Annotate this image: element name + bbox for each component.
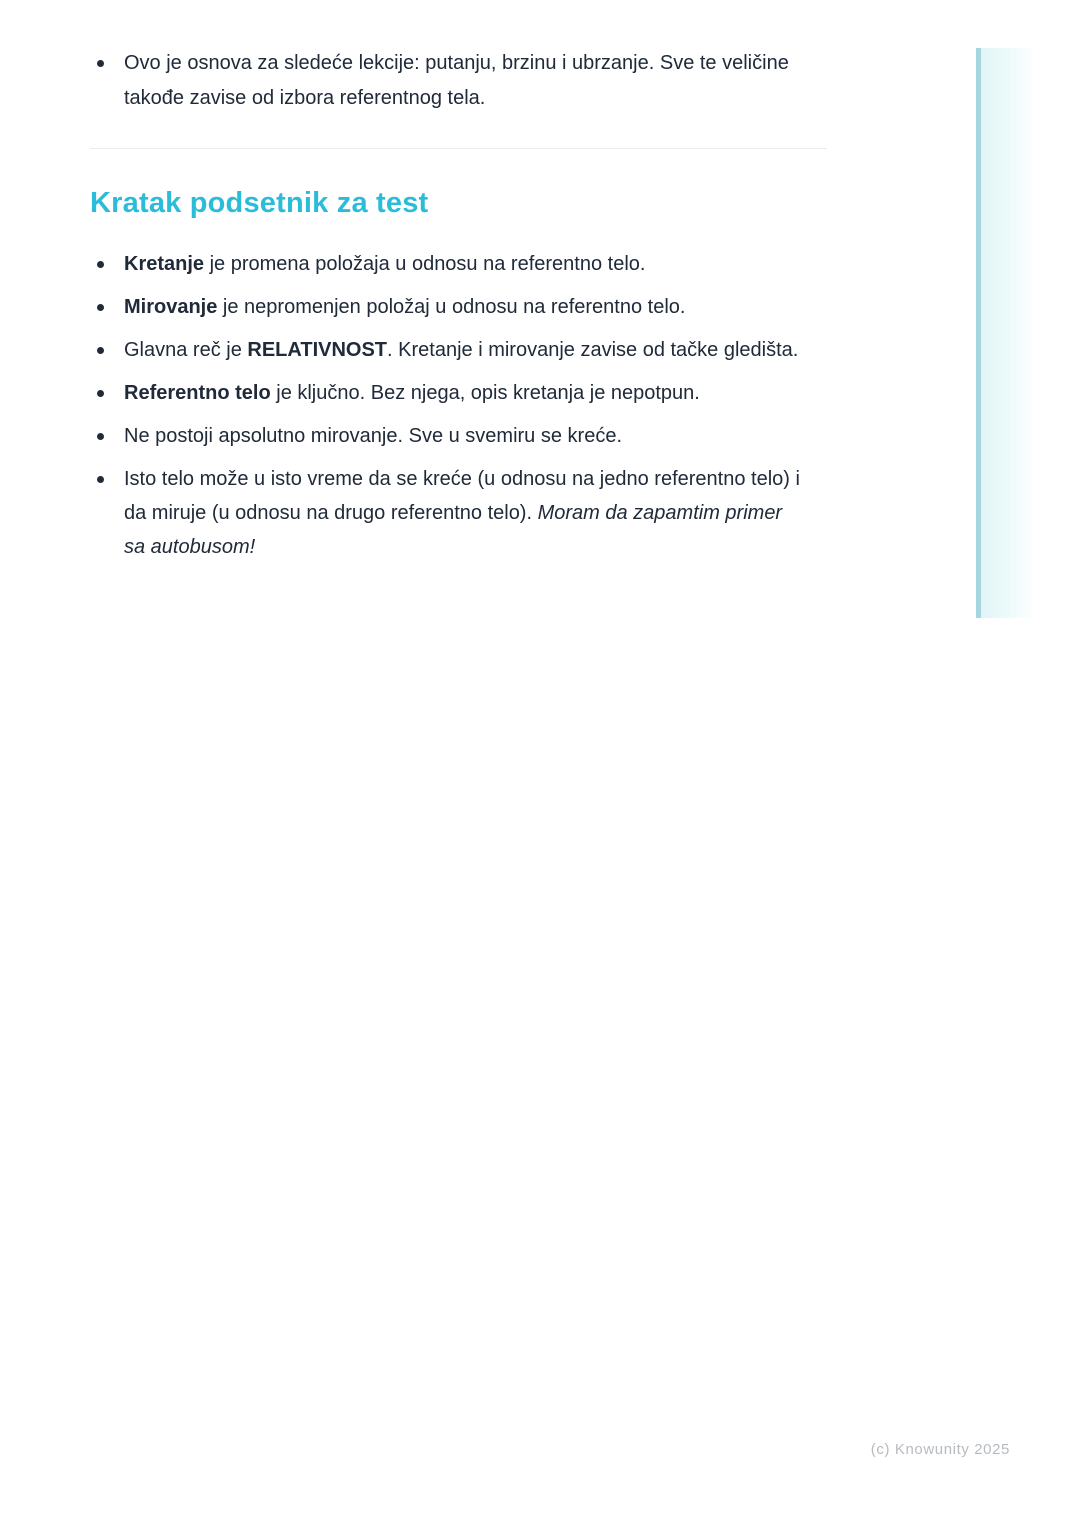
list-item-text-italic: Moram da zapamtim primer sa autobusom!	[124, 502, 783, 558]
list-item-text-regular: je ključno. Bez njega, opis kretanja je nepotpun.	[270, 382, 700, 404]
list-item-text-regular: je nepromenjen položaj u odnosu na referentno telo.	[217, 296, 686, 318]
bullet-icon	[97, 261, 104, 268]
bullet-icon	[97, 304, 104, 311]
list-item-text-regular: Isto telo može u isto vreme da se kreće (u odnosu na jedno referentno telo) i da miruje (u odnosu na drugo referentno telo).	[124, 468, 800, 524]
bullet-icon	[97, 347, 104, 354]
bullet-icon	[97, 60, 104, 67]
list-item-text	[124, 52, 789, 109]
bullet-icon	[97, 433, 104, 440]
list-item	[90, 376, 802, 410]
section-heading: Kratak podsetnik za test	[90, 187, 429, 219]
list-item-text-regular: Ne postoji apsolutno mirovanje. Sve u svemiru se kreće.	[124, 425, 623, 447]
list-item	[90, 247, 802, 281]
list-item-text-bold: Mirovanje	[124, 296, 218, 318]
summary-bullet-list	[90, 247, 835, 564]
list-item-text-regular: je promena položaja u odnosu na referentno telo.	[204, 253, 646, 275]
list-item	[90, 46, 802, 116]
list-item-text	[124, 253, 645, 275]
list-item-text	[124, 425, 622, 447]
list-item-text-regular: . Kretanje i mirovanje zavise od tačke gledišta.	[387, 339, 799, 361]
list-item-text-regular: Ovo je osnova za sledeće lekcije: putanju, brzinu i ubrzanje. Sve te veličine takođe zavise od izbora referentnog tela.	[124, 52, 789, 109]
list-item	[90, 290, 802, 324]
copyright-footer: (c) Knowunity 2025	[870, 1441, 1010, 1458]
bullet-icon	[97, 476, 104, 483]
list-item-text-regular: Glavna reč je	[124, 339, 248, 361]
intro-bullet-list	[90, 46, 835, 116]
list-item	[90, 462, 802, 564]
list-item-text	[124, 468, 800, 558]
list-item-text	[124, 339, 798, 361]
list-item-text	[124, 382, 700, 404]
list-item-text-bold: RELATIVNOST	[247, 339, 388, 361]
list-item	[90, 419, 802, 453]
section-divider	[90, 148, 827, 149]
bullet-icon	[97, 390, 104, 397]
list-item-text	[124, 296, 685, 318]
list-item-text-bold: Referentno telo	[124, 382, 271, 404]
page-content	[90, 46, 835, 573]
accent-strip	[976, 48, 1033, 618]
list-item	[90, 333, 802, 367]
list-item-text-bold: Kretanje	[124, 253, 205, 275]
